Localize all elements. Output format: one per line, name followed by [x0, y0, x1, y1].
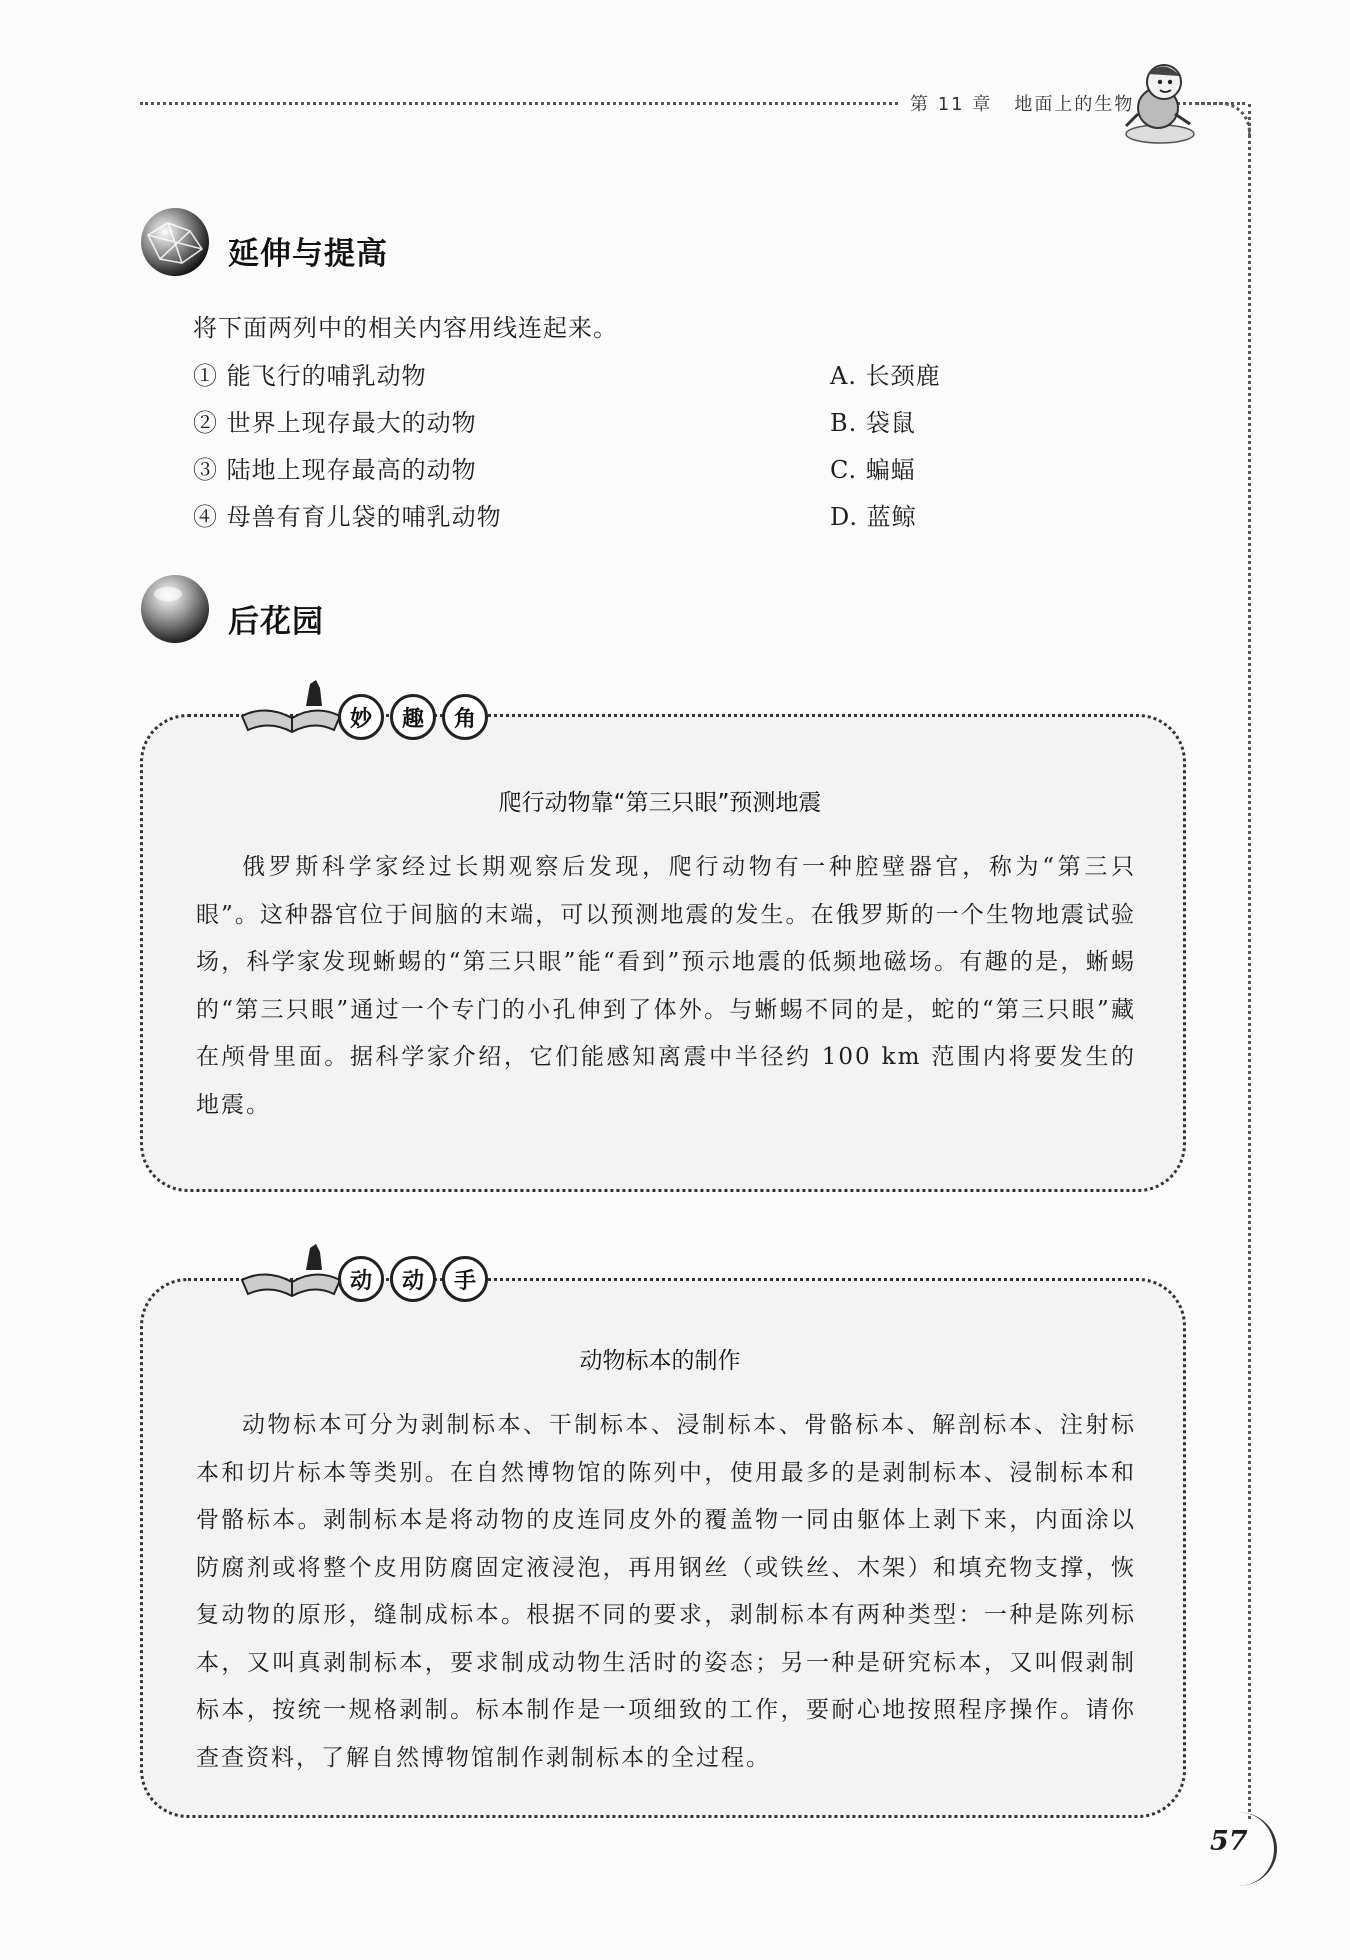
section-title-extension: 延伸与提高	[228, 236, 388, 272]
box2-body: 动物标本可分为剥制标本、干制标本、浸制标本、骨骼标本、解剖标本、注射标本和切片标本等类别。在自然博物馆的陈列中，使用最多的是剥制标本、浸制标本和骨骼标本。剥制标本是将动物的皮连同皮外的覆盖物一同由躯体上剥下来，内面涂以防腐剂或将整个皮用防腐固定液浸泡，再用钢丝（或铁丝、木架）和填充物支撑，恢复动物的原形，缝制成标本。根据不同的要求，剥制标本有两种类型：一种是陈列标本，又叫真剥制标本，要求制成动物生活时的姿态；另一种是研究标本，又叫假剥制标本，按统一规格剥制。标本制作是一项细致的工作，要耐心地按照程序操作。请你查查资料，了解自然博物馆制作剥制标本的全过程。	[196, 1412, 1136, 1771]
tag-char: 动	[338, 1256, 384, 1302]
fun-corner-tag	[338, 694, 488, 740]
right-margin-dotted-rule	[1248, 104, 1251, 1819]
running-header	[900, 90, 1144, 116]
match-left-item-3: ③ 陆地上现存最高的动物	[193, 456, 477, 484]
tag-char: 趣	[390, 694, 436, 740]
open-book-icon	[236, 676, 346, 736]
box1-title: 爬行动物靠“第三只眼”预测地震	[498, 790, 822, 816]
mascot-boy-icon	[1120, 56, 1200, 146]
match-right-item-d: D. 蓝鲸	[830, 503, 917, 531]
tag-char: 妙	[338, 694, 384, 740]
match-right-item-a: A. 长颈鹿	[830, 362, 941, 390]
open-book-icon	[236, 1240, 346, 1300]
globe-network-icon	[138, 205, 212, 279]
match-left-item-4: ④ 母兽有育儿袋的哺乳动物	[193, 503, 502, 531]
match-left-item-1: ① 能飞行的哺乳动物	[193, 362, 427, 390]
page-number: 57	[1210, 1826, 1248, 1857]
match-right-item-b: B. 袋鼠	[830, 409, 916, 437]
glossy-ball-icon	[138, 572, 212, 646]
chapter-number: 第 11 章	[910, 94, 993, 115]
match-right-item-c: C. 蝙蝠	[830, 456, 916, 484]
tag-char: 动	[390, 1256, 436, 1302]
chapter-title: 地面上的生物	[1014, 94, 1135, 115]
box2-title: 动物标本的制作	[579, 1348, 741, 1374]
tag-char: 手	[442, 1256, 488, 1302]
box1-body: 俄罗斯科学家经过长期观察后发现，爬行动物有一种腔壁器官，称为“第三只眼”。这种器官位于间脑的末端，可以预测地震的发生。在俄罗斯的一个生物地震试验场，科学家发现蜥蜴的“第三只眼”能“看到”预示地震的低频地磁场。有趣的是，蜥蜴的“第三只眼”通过一个专门的小孔伸到了体外。与蜥蜴不同的是，蛇的“第三只眼”藏在颅骨里面。据科学家介绍，它们能感知离震中半径约 100 km 范围内将要发生的地震。	[196, 854, 1136, 1118]
hands-on-tag	[338, 1256, 488, 1302]
exercise-instruction: 将下面两列中的相关内容用线连起来。	[193, 314, 618, 342]
header-corner-curve	[1196, 102, 1251, 135]
match-left-item-2: ② 世界上现存最大的动物	[193, 409, 477, 437]
section-title-garden: 后花园	[228, 604, 324, 640]
tag-char: 角	[442, 694, 488, 740]
